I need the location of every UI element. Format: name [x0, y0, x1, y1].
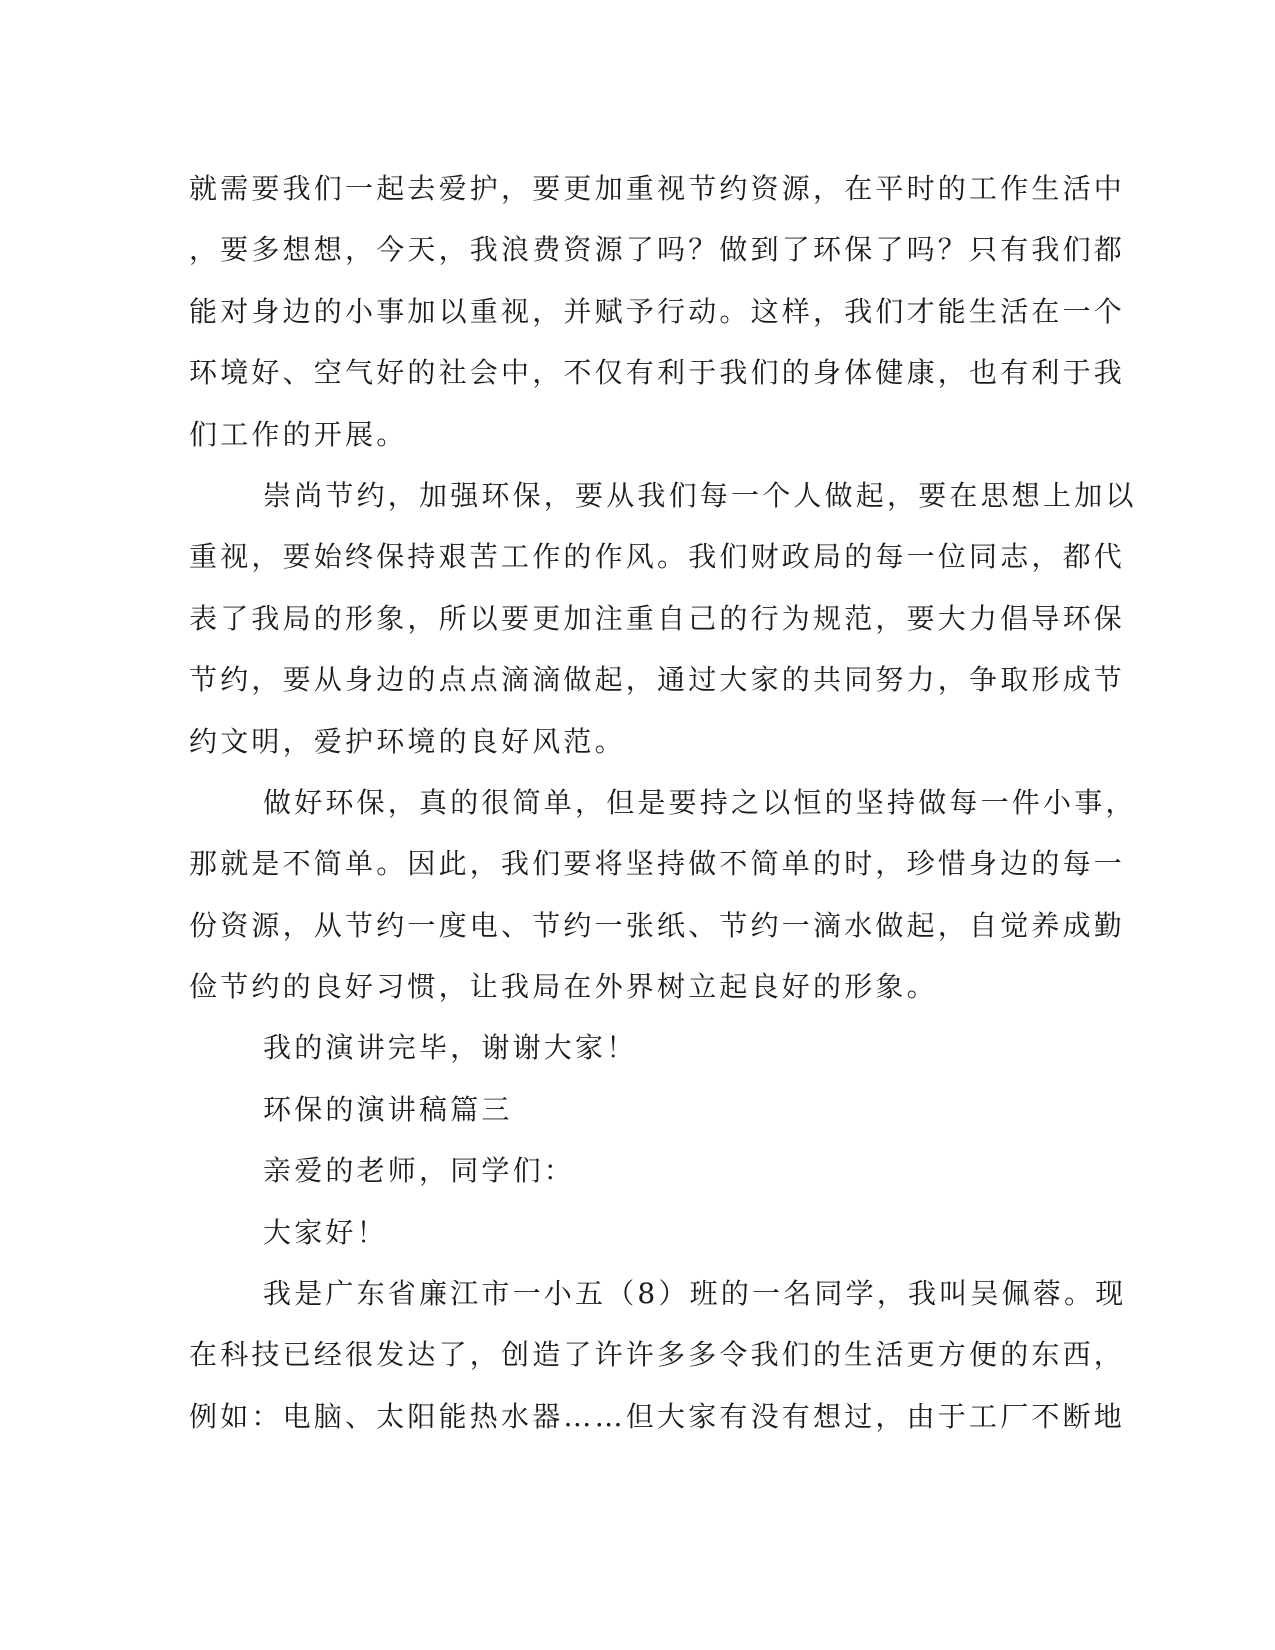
text-line: 例如：电脑、太阳能热水器……但大家有没有想过，由于工厂不断地 [189, 1399, 1126, 1433]
text-line: ，要多想想，今天，我浪费资源了吗？做到了环保了吗？只有我们都 [189, 233, 1126, 267]
greeting: 大家好！ [263, 1215, 388, 1249]
text-line: 能对身边的小事加以重视，并赋予行动。这样，我们才能生活在一个 [189, 294, 1126, 328]
text-line: 表了我局的形象，所以要更加注重自己的行为规范，要大力倡导环保 [189, 601, 1126, 635]
text-line: 重视，要始终保持艰苦工作的作风。我们财政局的每一位同志，都代 [189, 540, 1126, 574]
text-line: 节约，要从身边的点点滴滴做起，通过大家的共同努力，争取形成节 [189, 663, 1126, 697]
document-body [189, 158, 1137, 1447]
text-line: 们工作的开展。 [189, 417, 408, 451]
paragraph-start-line: 我是广东省廉江市一小五（8）班的一名同学，我叫吴佩蓉。现 [263, 1277, 1127, 1311]
section-heading: 环保的演讲稿篇三 [263, 1092, 513, 1126]
text-line: 就需要我们一起去爱护，要更加重视节约资源，在平时的工作生活中 [189, 172, 1126, 205]
text-line: 俭节约的良好习惯，让我局在外界树立起良好的形象。 [189, 970, 938, 1004]
text-line: 那就是不简单。因此，我们要将坚持做不简单的时，珍惜身边的每一 [189, 847, 1126, 881]
paragraph-start-line: 崇尚节约，加强环保，要从我们每一个人做起，要在思想上加以 [263, 478, 1137, 512]
text-line: 环境好、空气好的社会中，不仅有利于我们的身体健康，也有利于我 [189, 356, 1126, 390]
salutation: 亲爱的老师，同学们： [263, 1154, 576, 1188]
paragraph-start-line: 做好环保，真的很简单，但是要持之以恒的坚持做每一件小事， [263, 785, 1137, 819]
text-line: 约文明，爱护环境的良好风范。 [189, 724, 626, 758]
text-line: 份资源，从节约一度电、节约一张纸、节约一滴水做起，自觉养成勤 [189, 908, 1126, 942]
text-line: 在科技已经很发达了，创造了许许多多令我们的生活更方便的东西， [189, 1338, 1126, 1372]
closing-remark: 我的演讲完毕，谢谢大家！ [263, 1031, 638, 1065]
